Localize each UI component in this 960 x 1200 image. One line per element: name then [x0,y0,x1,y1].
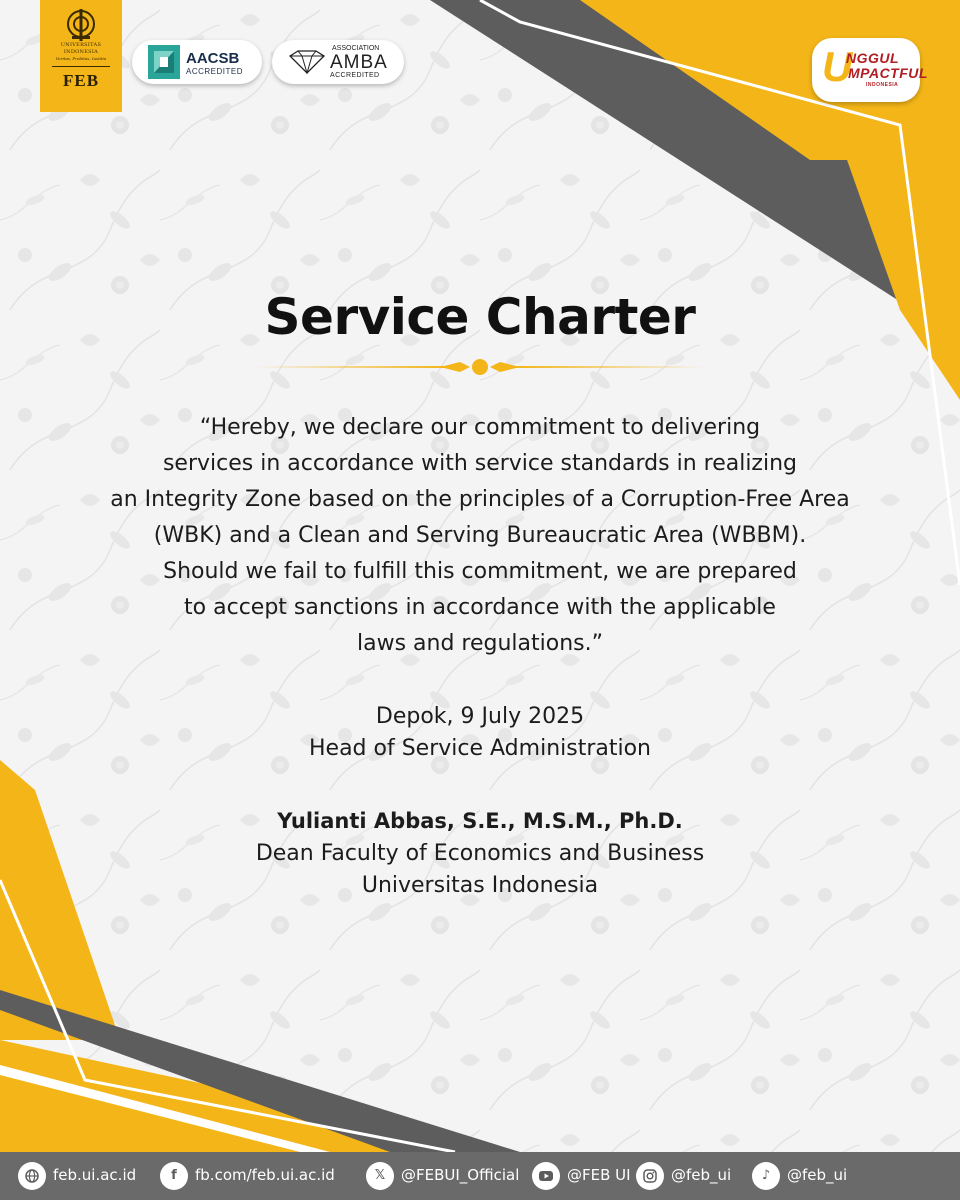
amba-diamond-icon [288,50,326,74]
social-label: @feb_ui [787,1166,848,1184]
aacsb-logo-icon [148,45,180,79]
dean-name: Yulianti Abbas, S.E., M.S.M., Ph.D. [277,809,683,833]
social-label: feb.ui.ac.id [53,1166,137,1184]
declaration-line: (WBK) and a Clean and Serving Bureaucratic Area (WBBM). [153,523,807,548]
social-label: @FEBUI_Official [401,1166,520,1184]
instagram-icon [636,1162,664,1190]
place-and-date: Depok, 9 July 2025 [375,704,585,729]
social-label: @feb_ui [671,1166,732,1184]
amba-name: AMBA [330,52,388,73]
unggul-line2: MPACTFUL [848,65,928,81]
facebook-icon: f [160,1162,188,1190]
university-name-line1: UNIVERSITAS [60,42,102,48]
signatory-title: Head of Service Administration [309,736,651,761]
declaration-line: to accept sanctions in accordance with the applicable [184,595,776,620]
unggul-impactful-badge [812,38,928,102]
aacsb-label: ACCREDITED [186,67,244,76]
declaration-line: laws and regulations.” [356,631,604,656]
university-motto: Veritas, Probitas, Iustitia [55,56,107,61]
x-icon: 𝕏 [366,1162,394,1190]
tiktok-icon: ♪ [752,1162,780,1190]
universitas-indonesia-logo [40,0,122,112]
dean-position: Dean Faculty of Economics and Business [255,841,705,866]
declaration-line: “Hereby, we declare our commitment to delivering [199,415,761,440]
social-links-bar [0,1152,960,1200]
social-label: fb.com/feb.ui.ac.id [195,1166,335,1184]
unggul-line1: NGGUL [846,50,900,66]
unggul-line3: INDONESIA [866,82,899,88]
aacsb-accreditation-badge [132,40,262,84]
globe-icon [18,1162,46,1190]
declaration-line: services in accordance with service standards in realizing [162,451,798,476]
aacsb-name: AACSB [186,50,240,67]
makara-crest-icon [66,9,96,41]
youtube-icon [532,1162,560,1190]
tab-divider [52,66,110,67]
page-title: Service Charter [264,288,696,346]
commitment-declaration [40,410,920,662]
amba-prefix: ASSOCIATION [332,45,380,52]
amba-accreditation-badge [272,40,404,84]
social-label: @FEB UI [567,1166,631,1184]
unggul-mark: U [822,43,853,90]
declaration-line: Should we fail to fulfill this commitment, we are prepared [163,559,797,584]
faculty-abbreviation: FEB [62,71,100,90]
declaration-line: an Integrity Zone based on the principles of a Corruption-Free Area [110,487,850,512]
ornamental-divider [255,356,705,378]
amba-label: ACCREDITED [330,72,380,79]
university-name-line2: INDONESIA [63,49,99,55]
dean-institution: Universitas Indonesia [361,873,599,898]
